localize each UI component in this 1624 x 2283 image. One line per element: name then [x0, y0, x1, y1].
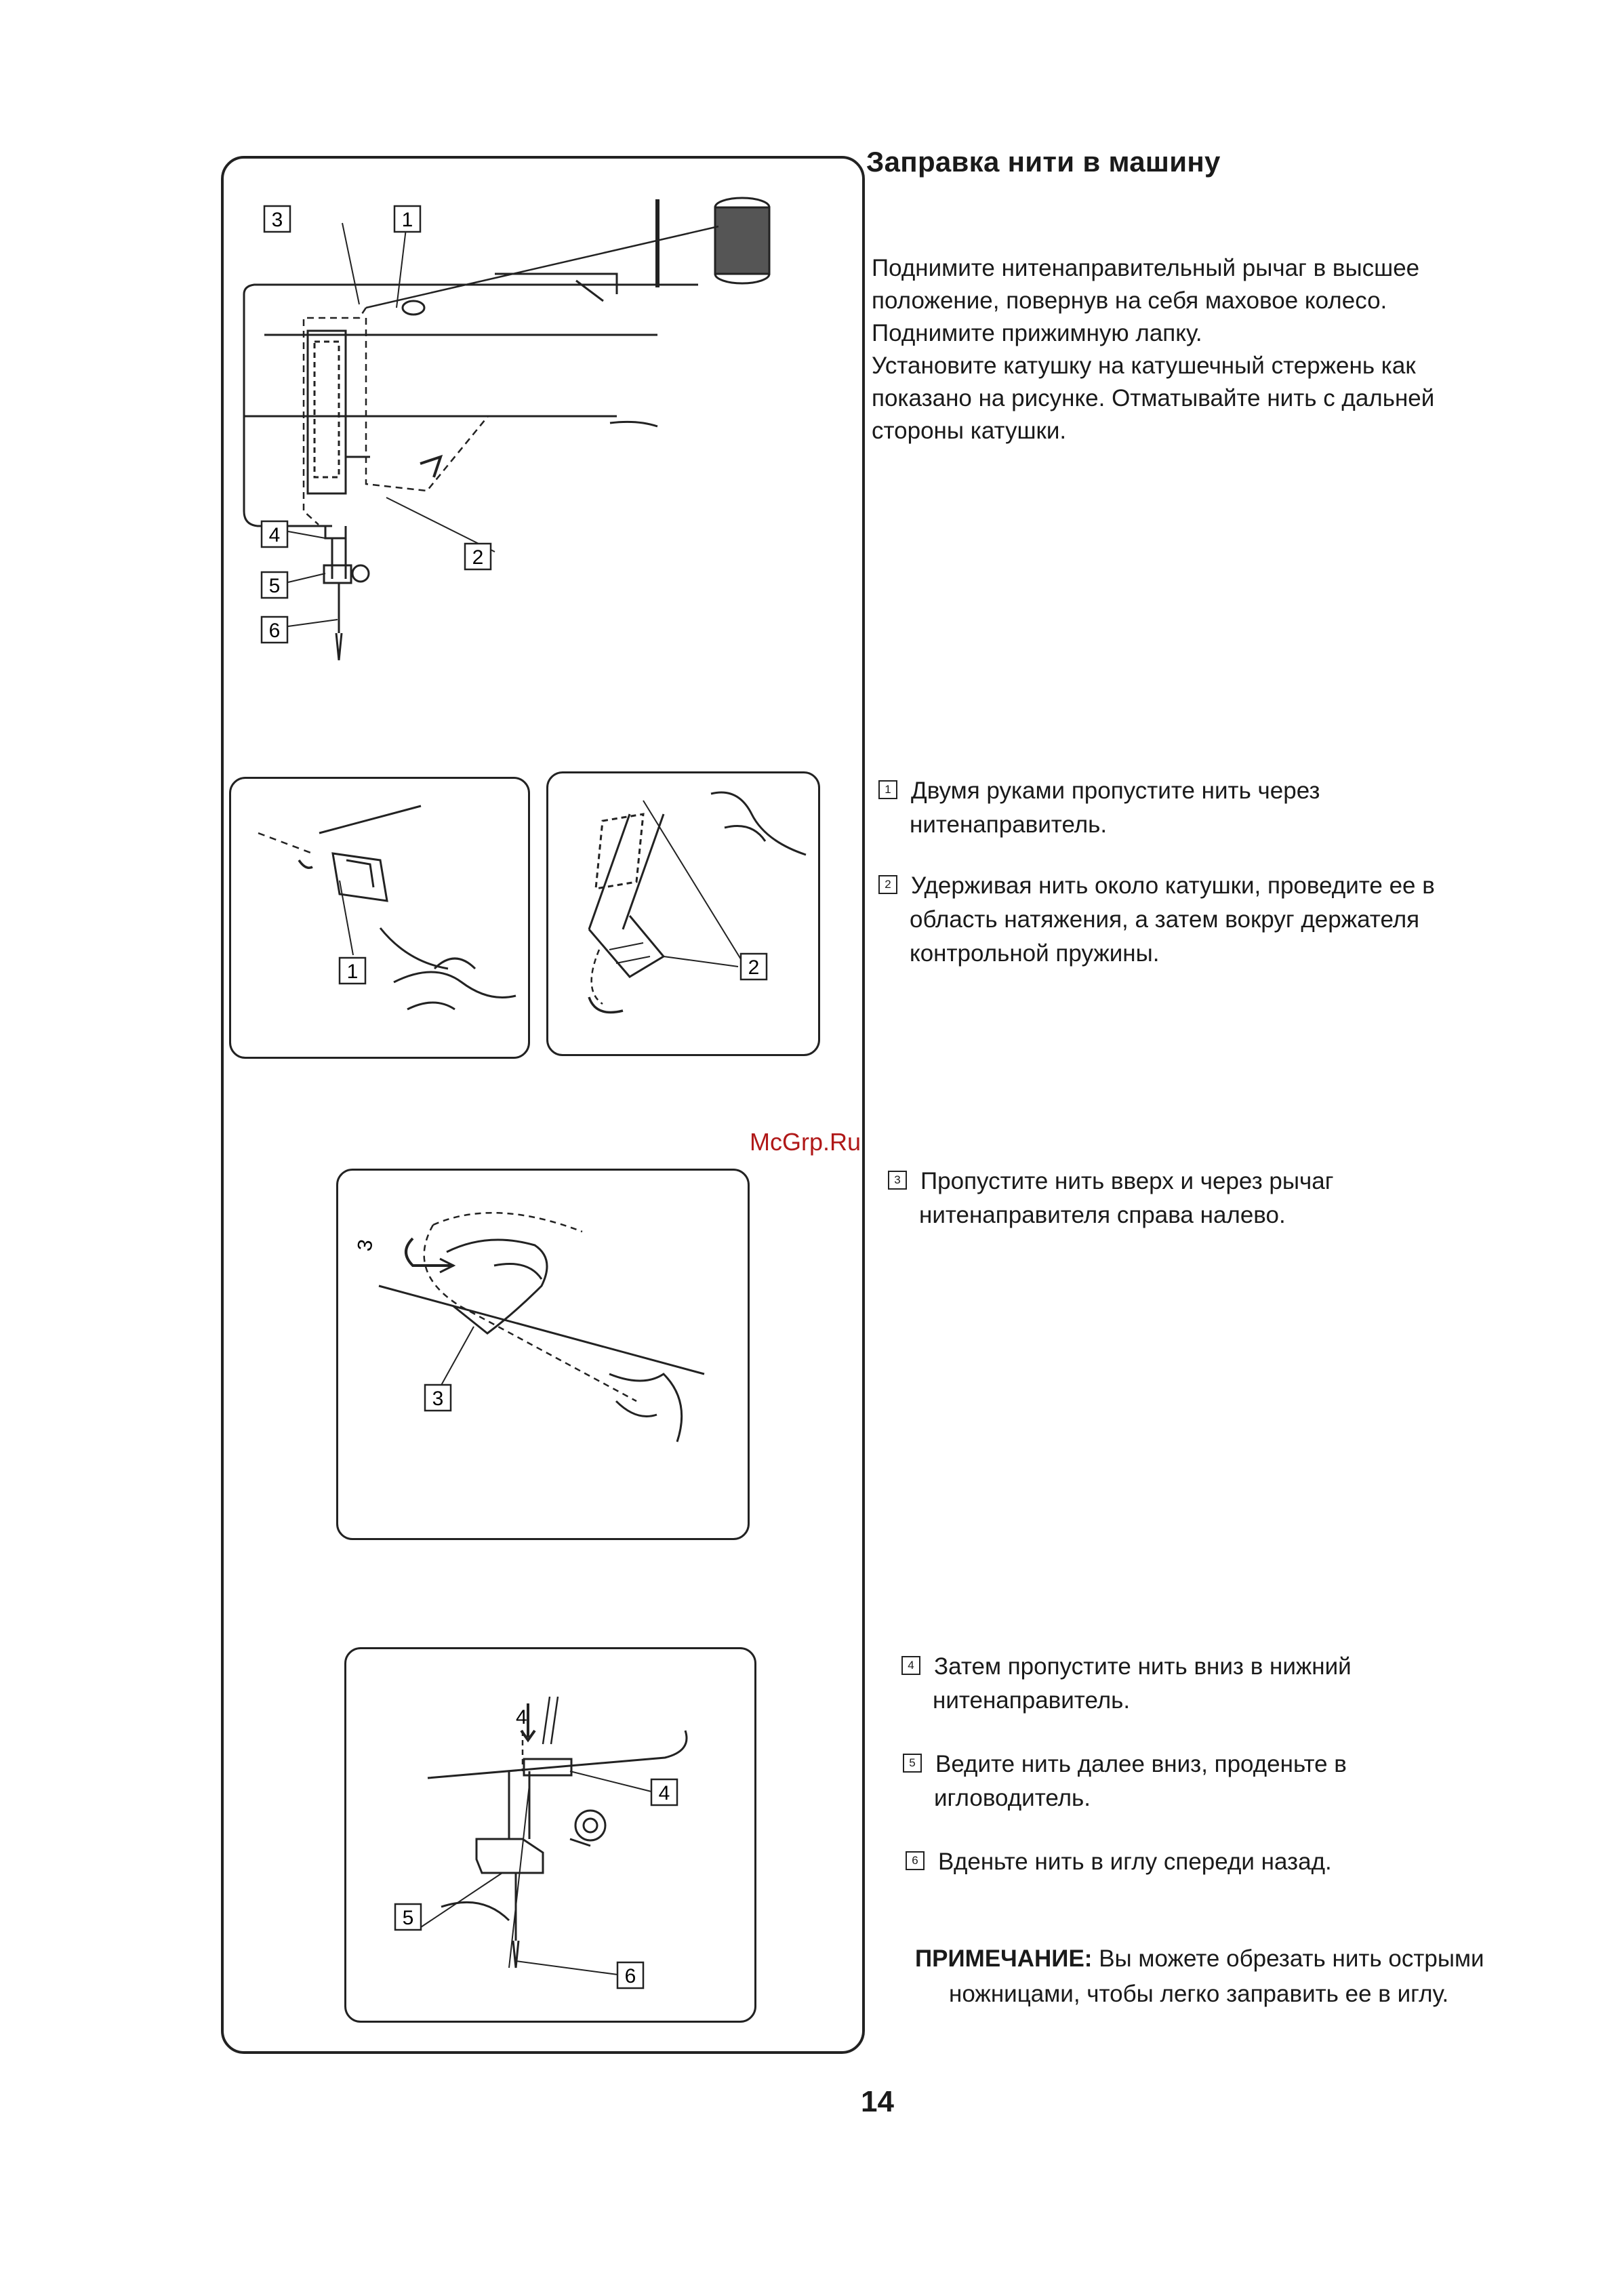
panel2-callout-2 [741, 954, 767, 979]
svg-text:6: 6 [624, 1965, 636, 1987]
step-1 [878, 774, 1320, 842]
panel1-callout-1 [340, 958, 365, 984]
callout-2 [465, 544, 491, 569]
panel-step-4-6 [344, 1647, 756, 2023]
step-number: 4 [901, 1656, 920, 1675]
svg-text:5: 5 [402, 1907, 414, 1929]
step-text: нитенаправитель. [910, 811, 1108, 838]
intro-line: Установите катушку на катушечный стержень как [872, 352, 1416, 379]
intro-line: стороны катушки. [872, 418, 1067, 444]
step-text: нитенаправителя справа налево. [919, 1202, 1286, 1228]
panel-step-3 [336, 1169, 750, 1540]
step-number: 3 [888, 1171, 907, 1190]
svg-text:1: 1 [401, 209, 413, 231]
callout-4 [262, 521, 287, 547]
step-number: 2 [878, 875, 897, 894]
intro-line: Поднимите нитенаправительный рычаг в высшее [872, 255, 1420, 281]
arrow-mark-3: 3 [353, 1238, 378, 1253]
svg-text:5: 5 [268, 575, 281, 597]
panel4-callout-5 [395, 1904, 421, 1930]
svg-text:3: 3 [271, 209, 283, 231]
intro-text [872, 252, 1495, 447]
arrow-mark-4: 4 [516, 1706, 527, 1729]
intro-line: положение, повернув на себя маховое колесо. [872, 287, 1387, 314]
svg-text:6: 6 [268, 620, 281, 642]
panel4-callout-4 [651, 1779, 677, 1805]
step-text: контрольной пружины. [910, 940, 1160, 967]
step-text: нитенаправитель. [933, 1687, 1131, 1714]
step-text: Вденьте нить в иглу спереди назад. [938, 1848, 1332, 1875]
step-3 [888, 1165, 1333, 1232]
callout-5 [262, 572, 287, 598]
note-text: Вы можете обрезать нить острыми [1099, 1945, 1484, 1972]
callout-6 [262, 617, 287, 643]
intro-line: Поднимите прижимную лапку. [872, 320, 1202, 346]
svg-text:3: 3 [432, 1388, 444, 1410]
step-number: 5 [903, 1754, 922, 1773]
panel-step-1 [229, 777, 530, 1059]
step-number: 1 [878, 780, 897, 799]
step-4 [901, 1650, 1352, 1718]
svg-text:4: 4 [268, 524, 281, 546]
machine-overview-drawing [224, 159, 868, 701]
callout-3 [264, 206, 290, 232]
step-text: Затем пропустите нить вниз в нижний [934, 1653, 1352, 1680]
step-text: Пропустите нить вверх и через рычаг [920, 1168, 1334, 1194]
step-text: Ведите нить далее вниз, проденьте в [935, 1751, 1347, 1777]
panel4-callout-6 [617, 1962, 643, 1988]
step-text: область натяжения, а затем вокруг держателя [910, 906, 1420, 933]
note-label: ПРИМЕЧАНИЕ: [915, 1945, 1093, 1972]
svg-text:2: 2 [472, 546, 484, 569]
step-text: Удерживая нить около катушки, проведите ее в [911, 872, 1435, 899]
page-title: Заправка нити в машину [866, 146, 1221, 178]
step-number: 6 [906, 1851, 925, 1870]
step-text: игловодитель. [934, 1785, 1091, 1811]
step-text: Двумя руками пропустите нить через [911, 777, 1320, 804]
note [915, 1941, 1539, 2012]
intro-line: показано на рисунке. Отматывайте нить с дальней [872, 385, 1435, 411]
svg-text:4: 4 [658, 1782, 670, 1804]
callout-1 [394, 206, 420, 232]
panel-step-2 [546, 771, 820, 1056]
svg-text:1: 1 [346, 961, 359, 983]
page-number: 14 [861, 2085, 894, 2118]
step-5 [903, 1747, 1347, 1815]
step-6 [906, 1845, 1332, 1879]
panel3-callout-3 [425, 1385, 451, 1411]
note-text: ножницами, чтобы легко заправить ее в иглу. [949, 1981, 1449, 2007]
watermark: McGrp.Ru [750, 1128, 861, 1156]
step-2 [878, 869, 1435, 971]
svg-text:2: 2 [748, 956, 760, 979]
